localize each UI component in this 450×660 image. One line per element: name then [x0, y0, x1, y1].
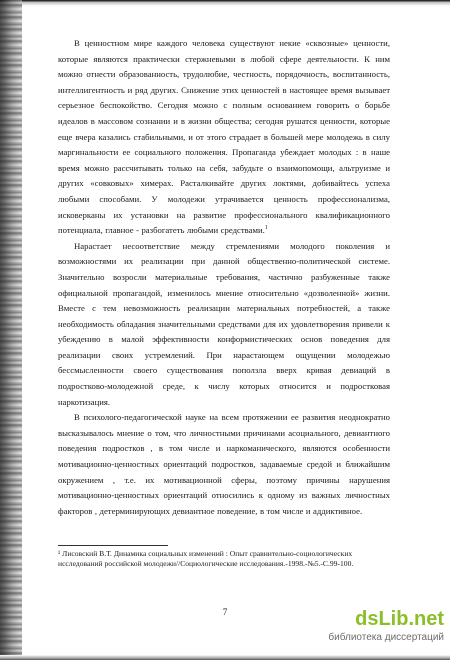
paragraph-3: В психолого-педагогической науке на всем протяжении ее развития неоднократно высказывалось мнение о том, что личностными причинами асоциального, девиантного поведения подростков , в том числе и наркоманического, являются особенности мотивационно-ценностных ориентаций подростков, задаваемые средой и ближайшим окружением , т.е. их мотивационной сферы, поэтому причины нарушения мотивационно-ценностных ориентаций относились к одному из важных личностных факторов , детерминирующих девиантное поведение, в том числе и аддиктивное.	[58, 412, 390, 516]
paragraph-1	[58, 36, 390, 239]
paragraph-2: Нарастает несоответствие между стремлениями молодого поколения и возможностями их реализации при данной общественно-политической системе. Значительно возросли материальные требования, частично разбуженные также официальной пропагандой, изменилось мнение относительно «дозволенной» жизни. Вместе с тем невозможность реализации материальных потребностей, а также необходимость обладания значительными средствами для их удовлетворения привели к убеждению в малой эффективности конформистических основ поведения для реализации своих устремлений. При нарастающем ощущении молодежью бессмысленности своего существования поползла вверх кривая девиаций в подростково-молодежной среде, к числу которых относится и подростковая наркотизация.	[58, 240, 390, 407]
footnote-marker[interactable]: 1	[264, 225, 268, 232]
scan-edge-top	[0, 0, 450, 6]
watermark-logo: dsLib.net	[355, 608, 444, 630]
footnote: ¹ Лисовский В.Т. Динамика социальных изменений : Опыт сравнительно-социологических исследований российской молодежи//Социологические исследования.-1998.-№5.-С.99-100.	[58, 549, 354, 568]
paragraph-1-text: В ценностном мире каждого человека существуют некие «сквозные» ценности, которые являются практически стержневыми в любой сфере деятельности. К ним можно отнести образованность, трудолюбие, честность, порядочность, воспитанность, интеллигентность и ряд других. Снижение этих ценностей в настоящее время вызывает серьезное беспокойство. Сегодня можно с полным основанием говорить о борьбе идеалов в массовом сознании и в жизни общества; сегодня рушатся ценности, которые еще вчера казались стабильными, и от этого страдает в большей мере молодежь в силу маргинальности ее социального положения. Пропаганда убеждает молодых : в наше время можно рассчитывать только на себя, забудьте о взаимопомощи, альтруизме и других «совковых» химерах. Расталкивайте других локтями, добивайтесь успеха любыми способами. У молодежи утрачивается ценность профессионализма, исковерканы их установки на развитие профессионального квалификационного потенциала, главное - разбогатеть любыми средствами.	[58, 38, 390, 236]
watermark-caption: библиотека диссертаций	[328, 632, 444, 643]
page-body	[58, 36, 390, 519]
page-number: 7	[222, 607, 228, 617]
footnote-divider	[58, 545, 168, 546]
scan-edge-left	[0, 0, 22, 660]
watermark[interactable]	[304, 608, 444, 646]
scan-edge-bottom	[0, 655, 450, 660]
